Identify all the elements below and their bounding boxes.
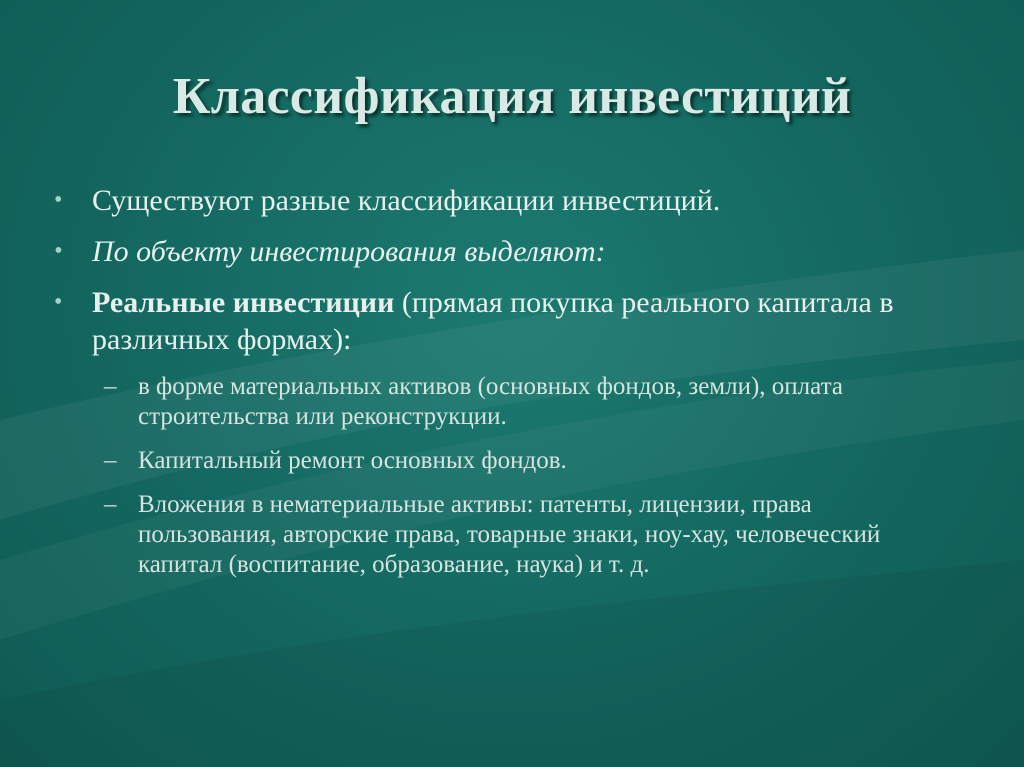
dash-marker: – [104,491,117,518]
bullet-text: (прямая покупка реального капитала в различных формах): [92,286,894,356]
sub-bullet-item [52,372,898,432]
sub-bullet-item [52,446,898,476]
slide-title: Классификация инвестиций [172,68,852,125]
dash-marker: – [104,447,117,474]
bullet-marker: • [54,187,63,213]
sub-bullet-text: Вложения в нематериальные активы: патенты, лицензии, права пользования, авторские права, товарные знаки, ноу-хау, человеческий капитал (воспитание, образование, наука) и т. д. [138,491,881,578]
dash-marker: – [104,373,117,400]
sub-bullet-text: в форме материальных активов (основных фондов, земли), оплата строительства или реконструкции. [138,373,843,430]
bullet-text: По объекту инвестирования выделяют: [92,235,606,268]
bullet-text: Существуют разные классификации инвестиций. [92,184,721,217]
bullet-marker: • [54,238,63,264]
bullet-item [52,182,972,219]
sub-bullet-text: Капитальный ремонт основных фондов. [138,447,567,474]
bullet-marker: • [54,289,63,315]
bullet-bold-text: Реальные инвестиции [92,286,395,319]
sub-bullet-item [52,490,898,580]
slide-content [52,182,972,594]
bullet-item [52,284,972,358]
bullet-item [52,233,972,270]
